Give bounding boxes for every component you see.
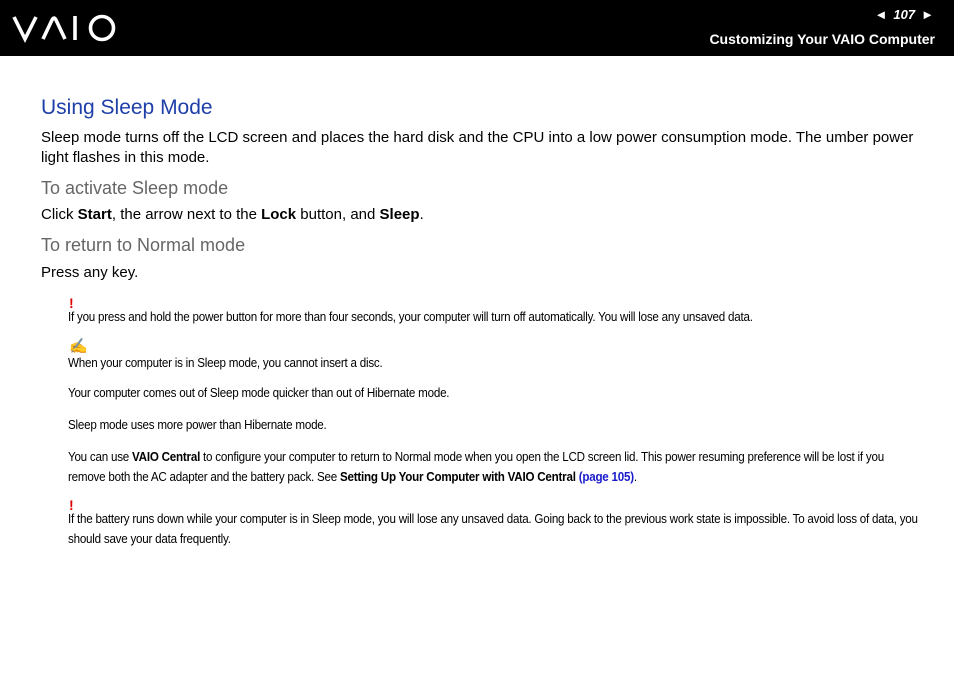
- activate-heading: To activate Sleep mode: [41, 178, 229, 198]
- pencil-note-icon: ✍: [69, 338, 88, 355]
- next-page-arrow-icon[interactable]: ►: [921, 7, 934, 22]
- header-bar: [0, 0, 954, 56]
- note-vaio-central: You can use VAIO Central to configure your computer to return to Normal mode when you open the LCD screen lid. This power resuming preference will be lost if you remove both the AC adapter and the battery pack. See Setting Up Your Computer with VAIO Central (page 105).: [68, 450, 884, 484]
- setting-up-term: Setting Up Your Computer with VAIO Central: [340, 470, 576, 484]
- sleep-term: Sleep: [379, 206, 420, 223]
- note-insert-disc: When your computer is in Sleep mode, you cannot insert a disc.: [68, 356, 383, 370]
- vaio-logo: [12, 12, 122, 44]
- activate-instructions: Click Start, the arrow next to the Lock button, and Sleep.: [41, 206, 424, 223]
- page-title: Using Sleep Mode: [41, 96, 213, 119]
- warning-note-battery: If the battery runs down while your computer is in Sleep mode, you will lose any unsaved data. Going back to the previous work state is impossible. To avoid loss of data, you should save your data frequently.: [68, 512, 918, 546]
- intro-paragraph: Sleep mode turns off the LCD screen and places the hard disk and the CPU into a low power consumption mode. The umber power light flashes in this mode.: [41, 129, 914, 166]
- note-sleep-quicker: Your computer comes out of Sleep mode quicker than out of Hibernate mode.: [68, 386, 450, 400]
- previous-page-arrow-icon[interactable]: ◄: [874, 7, 888, 22]
- vaio-central-term: VAIO Central: [132, 450, 201, 464]
- page-navigator: [875, 6, 934, 24]
- start-term: Start: [77, 206, 112, 223]
- warning-icon: !: [69, 497, 74, 513]
- page-number: 107: [893, 7, 916, 22]
- page-105-link[interactable]: (page 105): [578, 470, 634, 484]
- return-heading: To return to Normal mode: [41, 235, 246, 255]
- warning-note-power-button: If you press and hold the power button for more than four seconds, your computer will turn off automatically. You will lose any unsaved data.: [68, 310, 753, 324]
- note-sleep-power: Sleep mode uses more power than Hibernate mode.: [68, 418, 327, 432]
- lock-term: Lock: [261, 206, 297, 223]
- section-title: Customizing Your VAIO Computer: [709, 31, 935, 47]
- return-instructions: Press any key.: [41, 264, 139, 281]
- warning-icon: !: [69, 295, 74, 311]
